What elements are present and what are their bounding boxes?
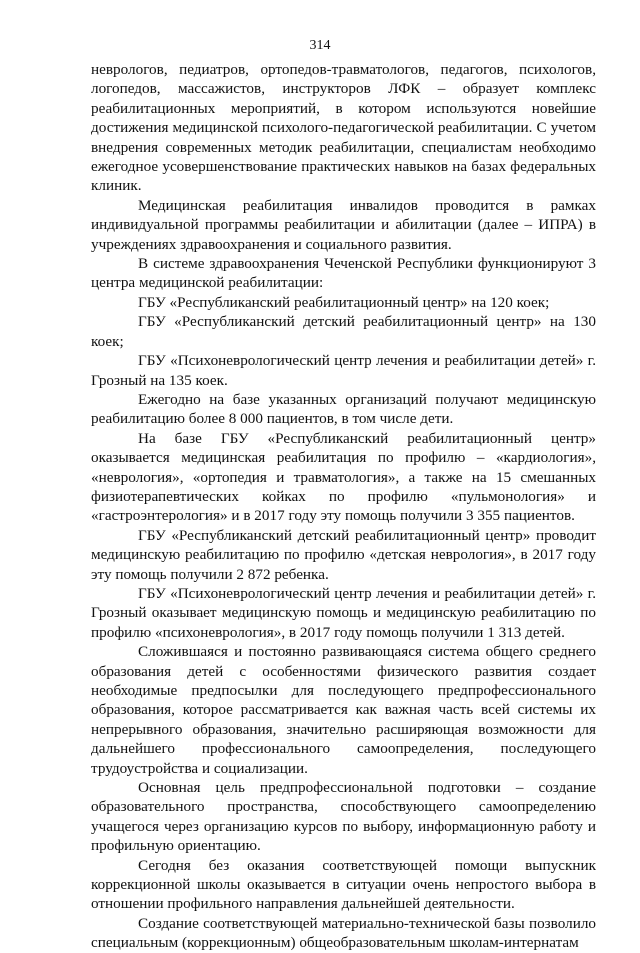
paragraph: Медицинская реабилитация инвалидов проводится в рамках индивидуальной программы реабилитации и абилитации (далее – ИПРА) в учреждениях здравоохранения и социального развития. [91,196,596,253]
paragraph: Сегодня без оказания соответствующей помощи выпускник коррекционной школы оказывается в ситуации очень непростого выбора в отношении профильного направления дальнейшей деятельности. [91,856,596,913]
paragraph: Создание соответствующей материально-технической базы позволило специальным (коррекционным) общеобразовательным школам-интернатам [91,914,596,952]
page-number: 314 [309,38,331,53]
paragraph: На базе ГБУ «Республиканский реабилитационный центр» оказывается медицинская реабилитация по профилю – «кардиология», «неврология», «ортопедия и травматология», а также на 15 смешанных физиотерапевтических койках по профилю «пульмонология» и «гастроэнтерология» и в 2017 году эту помощь получили 3 355 пациентов. [91,429,596,525]
paragraph: Ежегодно на базе указанных организаций получают медицинскую реабилитацию более 8 000 пациентов, в том числе дети. [91,390,596,428]
list-item-center: ГБУ «Республиканский реабилитационный центр» на 120 коек; [138,293,550,311]
paragraph: Основная цель предпрофессиональной подготовки – создание образовательного пространства, способствующего самоопределению учащегося через организацию курсов по выбору, информационную работу и профильную ориентацию. [91,779,596,855]
list-item-center: ГБУ «Республиканский детский реабилитационный центр» на 130 коек; [91,313,596,350]
paragraph: ГБУ «Психоневрологический центр лечения и реабилитации детей» г. Грозный оказывает медицинскую помощь и медицинскую реабилитацию по профилю «психоневрология», в 2017 году помощь получили 1 313 детей. [91,584,596,641]
paragraph: Сложившаяся и постоянно развивающаяся система общего среднего образования детей с особенностями физического развития создает необходимые предпосылки для последующего предпрофессионального образования, которое рассматривается как важная часть всей системы их непрерывного образования, значительно расширяющая возможности для дальнейшего профессионального самоопределения, последующего трудоустройства и социализации. [91,643,596,777]
list-item-center: ГБУ «Психоневрологический центр лечения и реабилитации детей» г. Грозный на 135 коек. [91,352,596,389]
paragraph-continuation: неврологов, педиатров, ортопедов-травматологов, педагогов, психологов, логопедов, массажистов, инструкторов ЛФК – образует комплекс реабилитационных мероприятий, в котором используются новейшие достижения медицинской психолого-педагогической реабилитации. С учетом внедрения современных методик реабилитации, специалистам необходимо ежегодное усовершенствование практических навыков на базах федеральных клиник. [91,61,596,195]
paragraph: ГБУ «Республиканский детский реабилитационный центр» проводит медицинскую реабилитацию по профилю «детская неврология», в 2017 году эту помощь получили 2 872 ребенка. [91,526,596,583]
body-text [91,60,596,953]
paragraph: В системе здравоохранения Чеченской Республики функционируют 3 центра медицинской реабилитации: [91,255,596,292]
